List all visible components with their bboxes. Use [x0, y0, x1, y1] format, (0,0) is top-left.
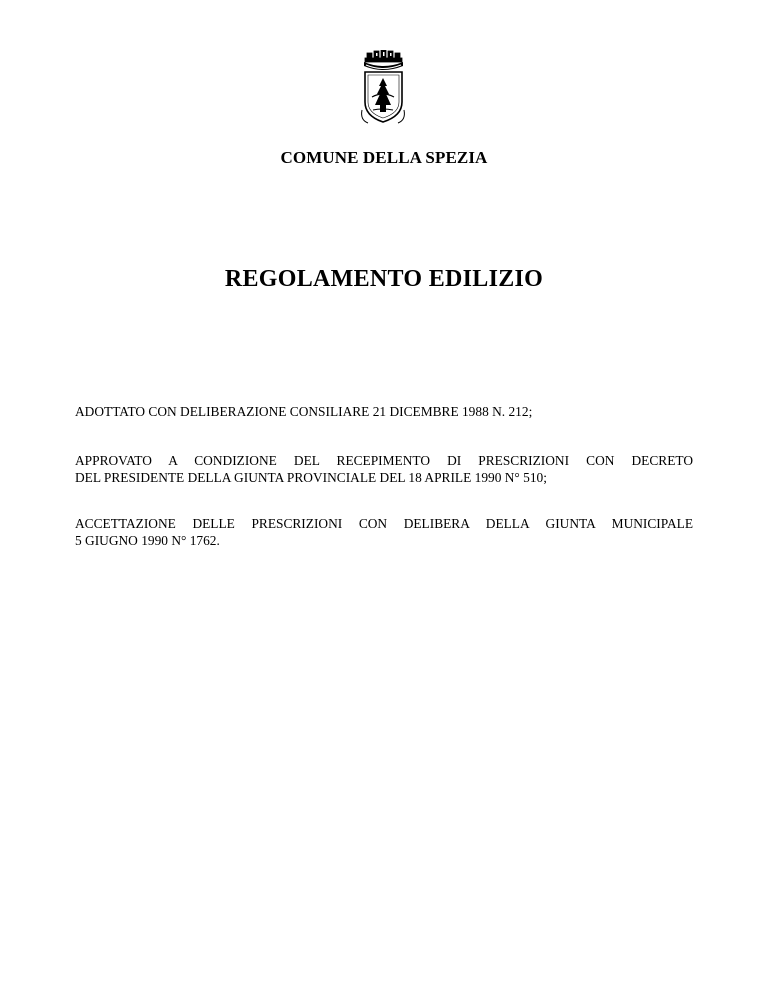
paragraph-line: ADOTTATO CON DELIBERAZIONE CONSILIARE 21 DICEMBRE 1988 N. 212; — [75, 404, 533, 419]
acceptance-paragraph — [75, 515, 693, 549]
municipality-name: COMUNE DELLA SPEZIA — [280, 148, 488, 167]
paragraph-line: ACCETTAZIONE DELLE PRESCRIZIONI CON DELIBERA DELLA GIUNTA MUNICIPALE — [75, 516, 693, 531]
adoption-paragraph — [75, 403, 693, 420]
document-title: REGOLAMENTO EDILIZIO — [224, 266, 544, 292]
paragraph-line: 5 GIUGNO 1990 N° 1762. — [75, 533, 220, 548]
approval-paragraph — [75, 452, 693, 486]
paragraph-line: DEL PRESIDENTE DELLA GIUNTA PROVINCIALE DEL 18 APRILE 1990 N° 510; — [75, 470, 547, 485]
coat-of-arms-icon — [358, 50, 408, 126]
paragraph-line: APPROVATO A CONDIZIONE DEL RECEPIMENTO DI PRESCRIZIONI CON DECRETO — [75, 453, 693, 468]
